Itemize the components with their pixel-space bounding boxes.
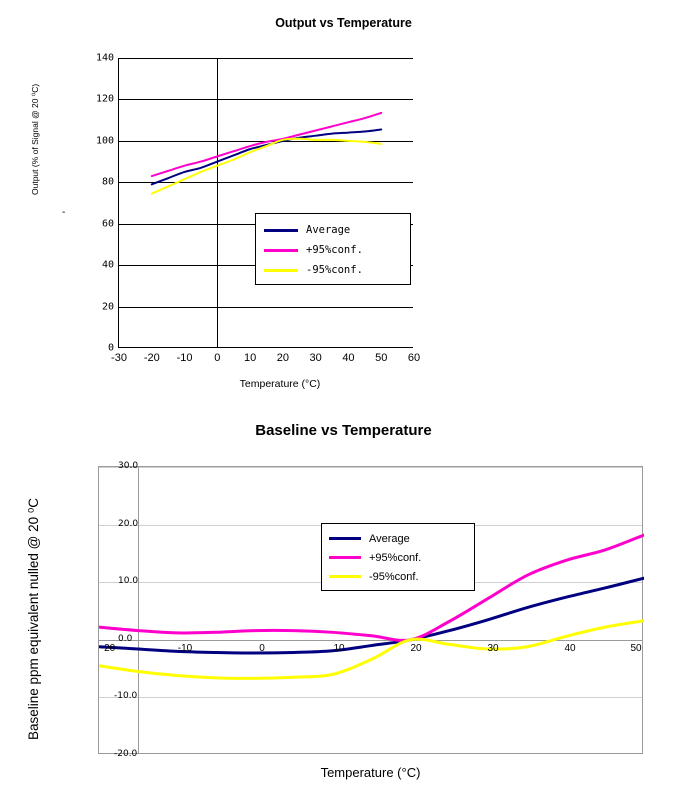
legend-item-average-top bbox=[264, 220, 402, 240]
x-axis-label-top: Temperature (°C) bbox=[239, 378, 321, 390]
legend-label-average-bottom: Average bbox=[369, 532, 410, 545]
baseline-vs-temperature-chart bbox=[0, 400, 687, 792]
xtick-bottom-7: 50 bbox=[630, 643, 642, 654]
legend-label-upper-bottom: +95%conf. bbox=[369, 551, 422, 564]
legend-item-upper-bottom bbox=[329, 548, 467, 567]
legend-label-upper-top: +95%conf. bbox=[306, 244, 363, 256]
legend-swatch-lower-bottom bbox=[329, 575, 361, 578]
ytick-bottom-3: 0.0 bbox=[118, 633, 133, 644]
ytick-top-0: 140 bbox=[95, 52, 114, 64]
legend-item-average-bottom bbox=[329, 529, 467, 548]
ytick-top-6: 20 bbox=[101, 301, 114, 313]
legend-label-lower-top: -95%conf. bbox=[306, 264, 363, 276]
legend-swatch-lower-top bbox=[264, 269, 298, 272]
ytick-top-5: 40 bbox=[101, 259, 114, 271]
chart-title-top: Output vs Temperature bbox=[275, 16, 412, 30]
ytick-bottom-0: 30.0 bbox=[118, 461, 139, 471]
chart-title-bottom: Baseline vs Temperature bbox=[255, 422, 432, 439]
xtick-top-7: 40 bbox=[342, 352, 355, 364]
xtick-bottom-0: -20 bbox=[100, 643, 116, 654]
xtick-top-1: -20 bbox=[143, 352, 160, 364]
ytick-top-7: 0 bbox=[107, 342, 114, 354]
xtick-top-5: 20 bbox=[276, 352, 289, 364]
ytick-bottom-1: 20.0 bbox=[118, 518, 139, 529]
legend-label-average-top: Average bbox=[306, 224, 351, 236]
xtick-top-4: 10 bbox=[243, 352, 257, 364]
ytick-bottom-2: 10.0 bbox=[118, 576, 139, 587]
legend-item-lower-top bbox=[264, 260, 402, 280]
legend-swatch-upper-top bbox=[264, 249, 298, 252]
xtick-bottom-2: 0 bbox=[259, 643, 265, 654]
ytick-top-2: 100 bbox=[95, 135, 114, 147]
series-lines-bottom bbox=[99, 467, 644, 755]
ytick-top-3: 80 bbox=[101, 176, 114, 188]
legend-swatch-average-top bbox=[264, 229, 298, 232]
y-axis-label-top: Output (% of Signal @ 20 ⁰C) bbox=[30, 83, 40, 195]
legend-swatch-upper-bottom bbox=[329, 556, 361, 559]
xtick-top-8: 50 bbox=[375, 352, 388, 364]
ytick-bottom-4: -10.0 bbox=[114, 691, 138, 702]
plot-area-bottom bbox=[98, 466, 643, 754]
y-axis-tick-dash-top: - bbox=[62, 207, 66, 218]
legend-item-upper-top bbox=[264, 240, 402, 260]
ytick-bottom-5: -20.0 bbox=[114, 749, 138, 759]
xtick-top-2: -10 bbox=[176, 352, 193, 364]
legend-label-lower-bottom: -95%conf. bbox=[369, 570, 419, 583]
x-axis-label-bottom: Temperature (°C) bbox=[320, 765, 421, 780]
xtick-bottom-1: -10 bbox=[177, 643, 193, 654]
plot-area-top bbox=[95, 52, 421, 364]
series-lines-top bbox=[119, 58, 414, 348]
xtick-bottom-6: 40 bbox=[564, 643, 576, 654]
xtick-bottom-5: 30 bbox=[487, 643, 499, 654]
xtick-top-6: 30 bbox=[309, 352, 322, 364]
xtick-bottom-3: 10 bbox=[333, 643, 345, 654]
y-axis-label-bottom: Baseline ppm equivalent nulled @ 20 ⁰C bbox=[26, 497, 41, 740]
legend-swatch-average-bottom bbox=[329, 537, 361, 540]
xtick-top-3: 0 bbox=[214, 352, 221, 364]
xtick-top-0: -30 bbox=[111, 352, 127, 364]
legend-top bbox=[255, 213, 411, 285]
xtick-top-9: 60 bbox=[407, 352, 421, 364]
ytick-top-1: 120 bbox=[95, 93, 114, 105]
legend-bottom bbox=[321, 523, 475, 591]
legend-item-lower-bottom bbox=[329, 567, 467, 586]
xtick-bottom-4: 20 bbox=[410, 643, 422, 654]
ytick-top-4: 60 bbox=[101, 218, 114, 230]
